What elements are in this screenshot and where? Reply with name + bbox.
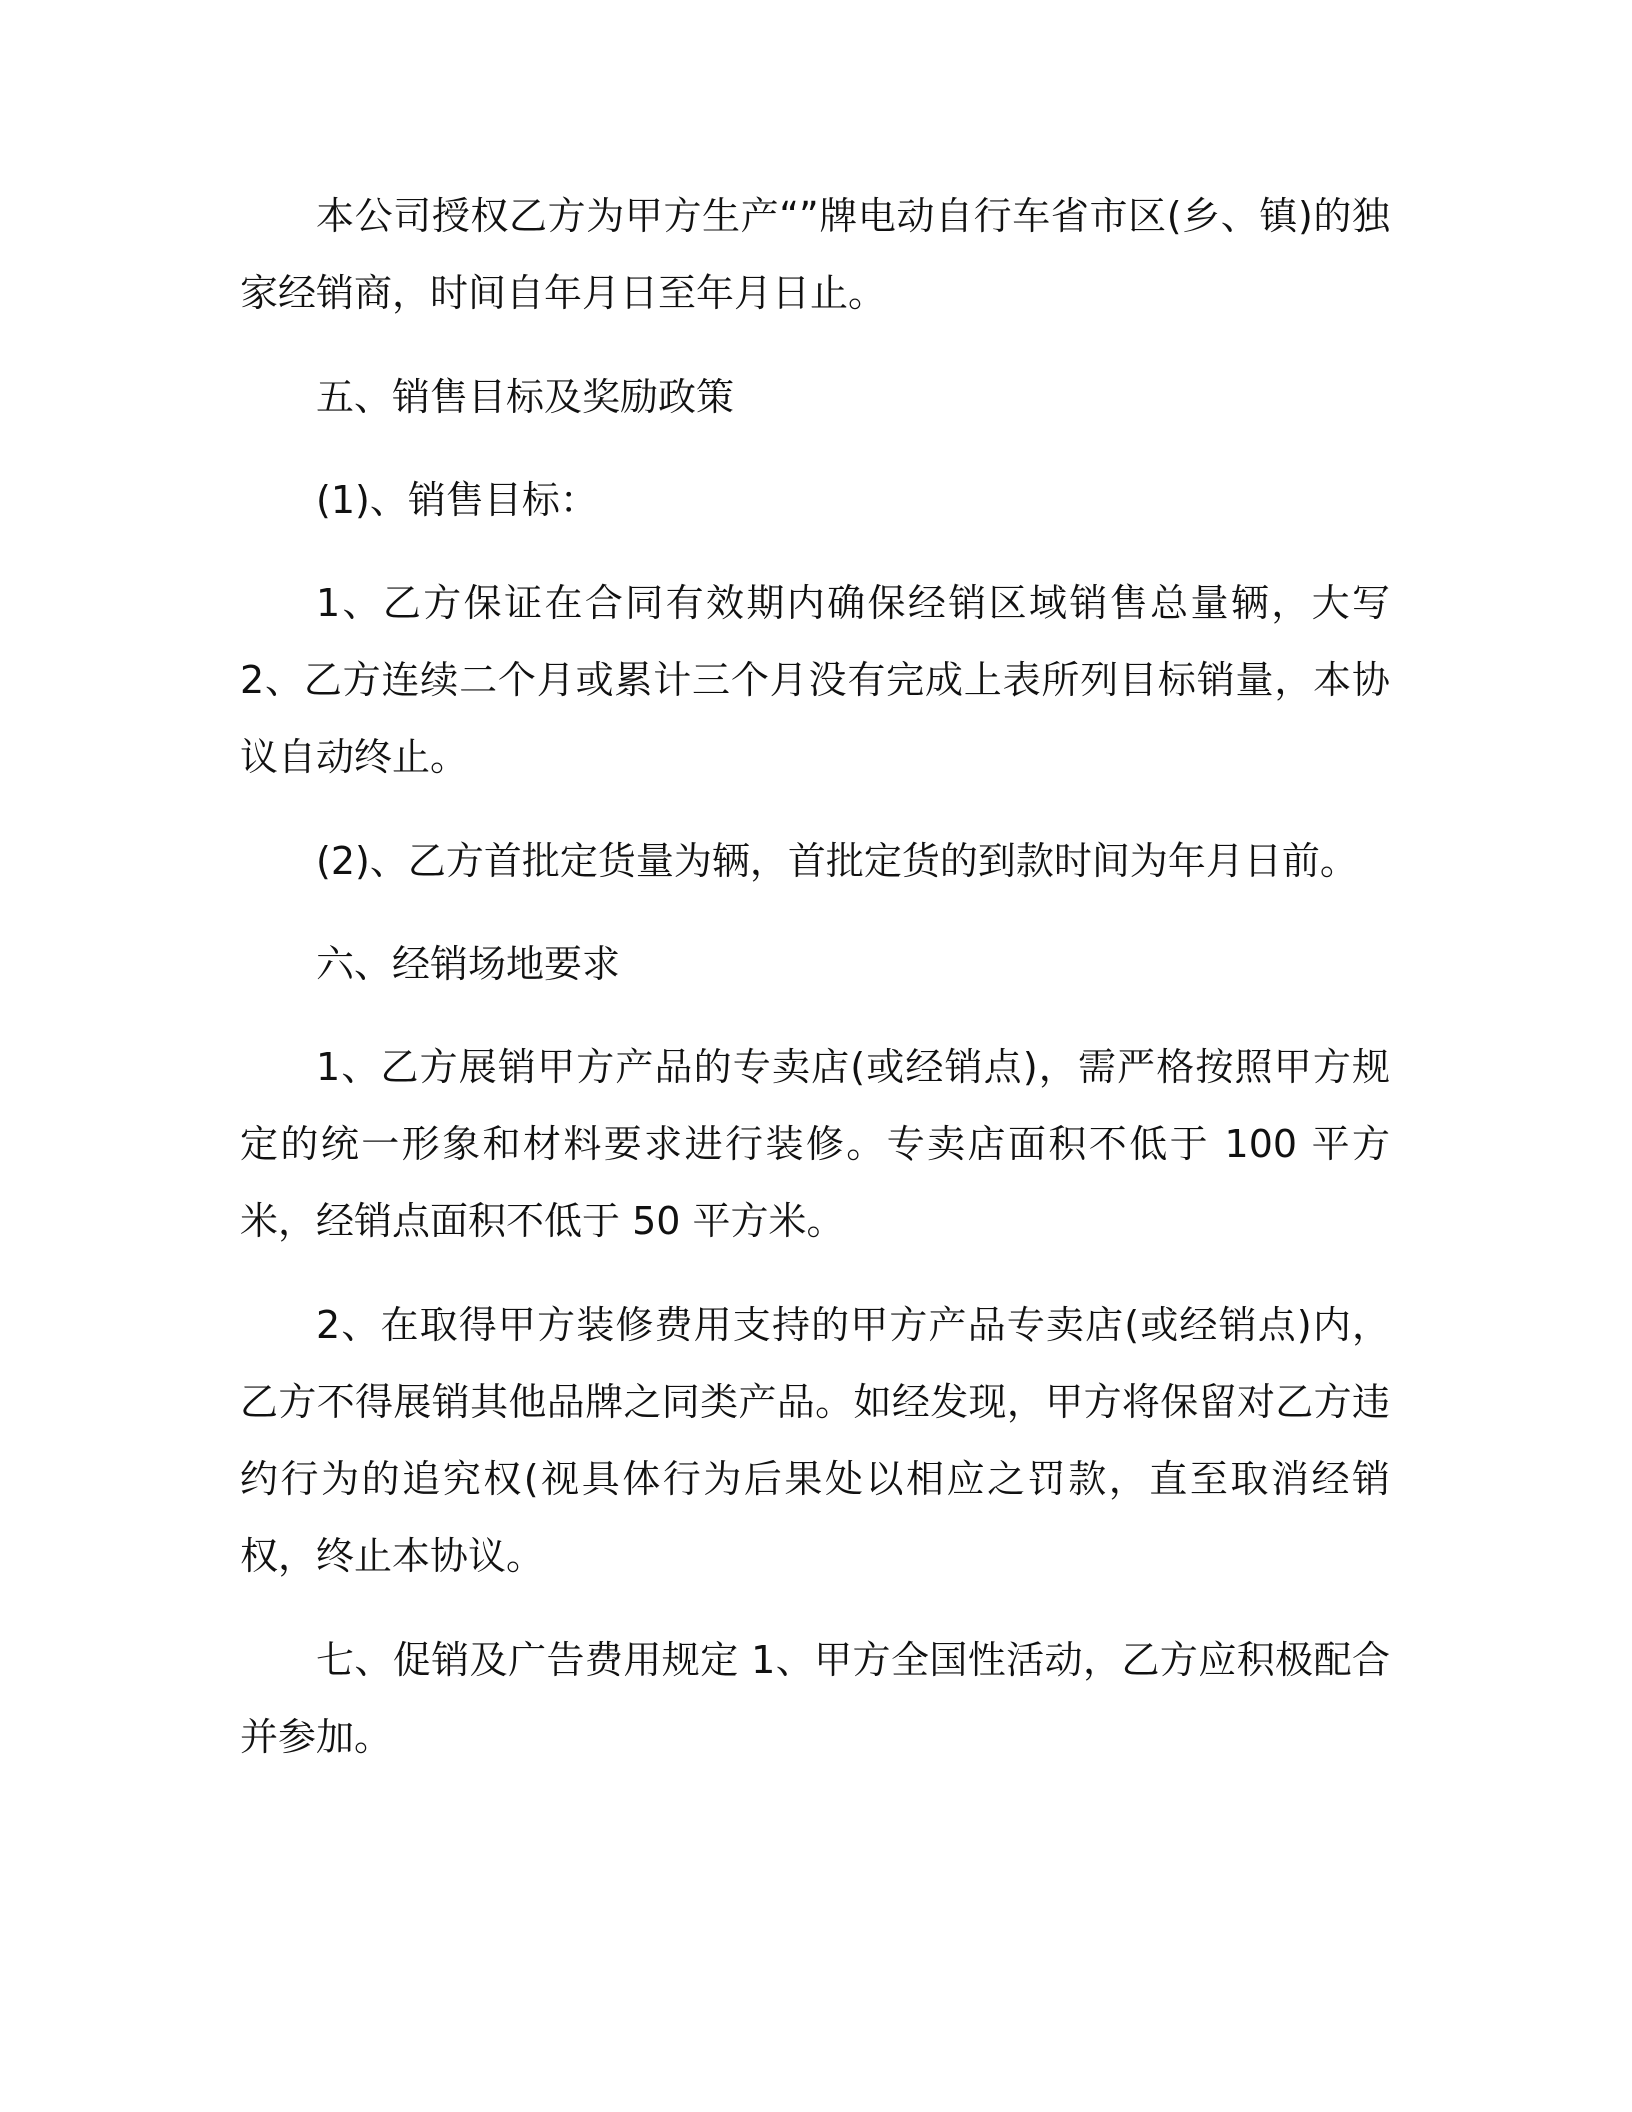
paragraph-store-decoration: 1、乙方展销甲方产品的专卖店(或经销点)，需严格按照甲方规定的统一形象和材料要求进行装修。专卖店面积不低于 100 平方米，经销点面积不低于 50 平方米。 <box>240 1045 1390 1243</box>
paragraph-promotion-advertising: 七、促销及广告费用规定 1、甲方全国性活动，乙方应积极配合并参加。 <box>240 1638 1390 1759</box>
subheading-sales-target: (1)、销售目标： <box>316 478 598 522</box>
heading-venue-requirements: 六、经销场地要求 <box>316 942 621 986</box>
heading-sales-targets-policy: 五、销售目标及奖励政策 <box>316 375 735 419</box>
paragraph-exclusive-display: 2、在取得甲方装修费用支持的甲方产品专卖店(或经销点)内，乙方不得展销其他品牌之同类产品。如经发现，甲方将保留对乙方违约行为的追究权(视具体行为后果处以相应之罚款，直至取消经销权，终止本协议。 <box>240 1303 1390 1578</box>
paragraph-authorization: 本公司授权乙方为甲方生产“”牌电动自行车省市区(乡、镇)的独家经销商，时间自年月日至年月日止。 <box>240 194 1390 315</box>
paragraph-sales-volume-guarantee: 1、乙方保证在合同有效期内确保经销区域销售总量辆，大写 2、乙方连续二个月或累计三个月没有完成上表所列目标销量，本协议自动终止。 <box>240 581 1390 779</box>
paragraph-first-order: (2)、乙方首批定货量为辆，首批定货的到款时间为年月日前。 <box>316 839 1358 883</box>
